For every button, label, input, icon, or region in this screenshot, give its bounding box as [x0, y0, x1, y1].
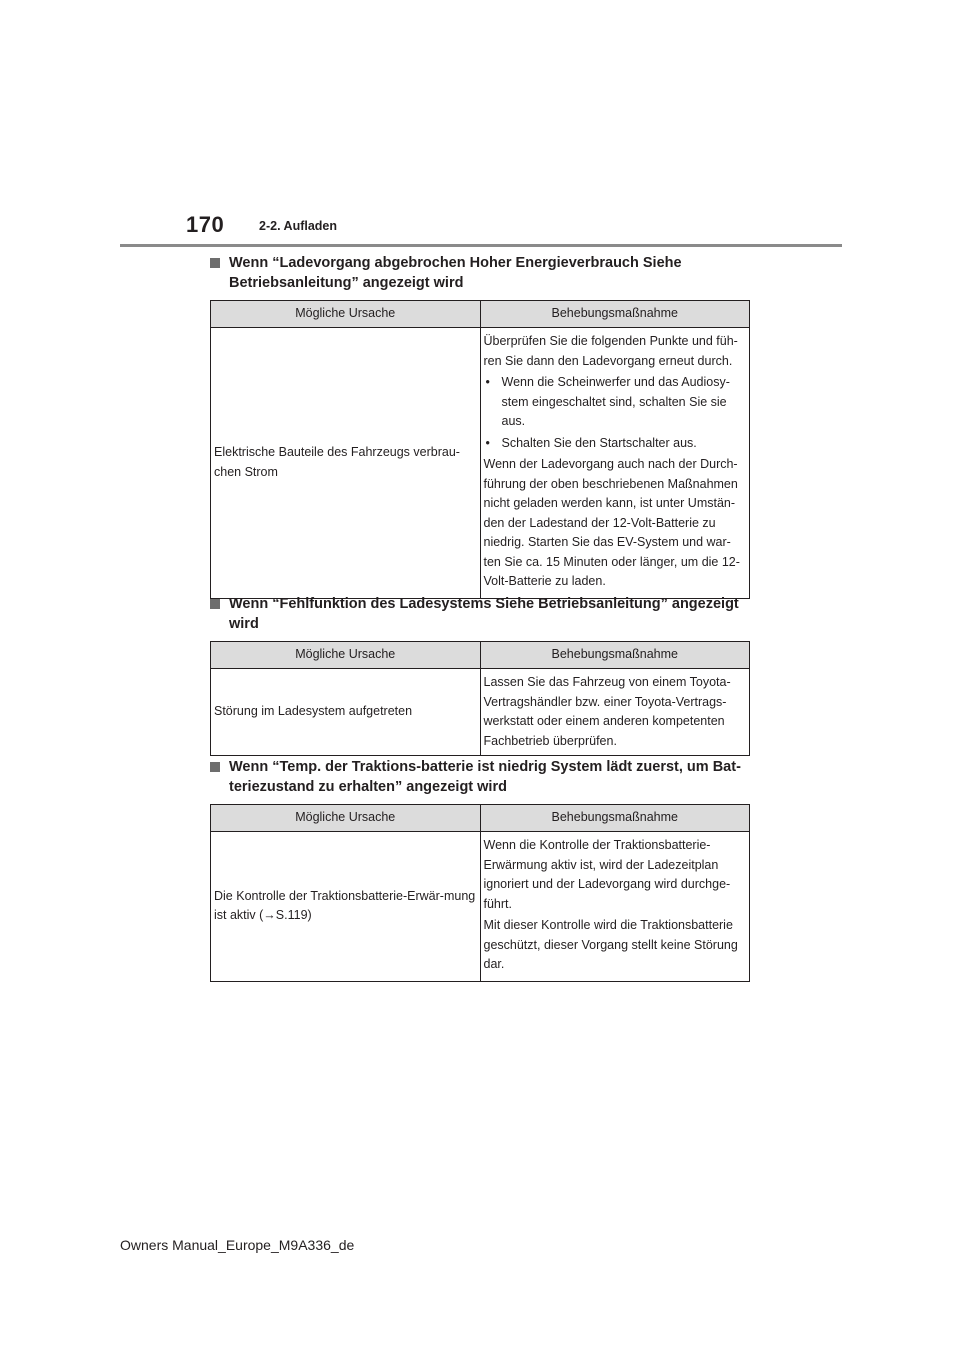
- info-table-3: [210, 804, 750, 982]
- section-heading-2: [210, 594, 750, 634]
- table-header-row: [211, 301, 750, 328]
- info-table-2: [210, 641, 750, 756]
- column-header-action: Behebungsmaßnahme: [480, 642, 750, 669]
- table-header-row: [211, 805, 750, 832]
- table-row: [211, 328, 750, 599]
- section-heading-text: Wenn “Ladevorgang abgebrochen Hoher Energieverbrauch Siehe Betriebsanleitung” angezeigt wird: [229, 255, 682, 291]
- cause-cell: Die Kontrolle der Traktionsbatterie-Erwär-mung ist aktiv (→S.119): [211, 832, 481, 982]
- list-item-text: Schalten Sie den Startschalter aus.: [501, 435, 697, 450]
- column-header-action: Behebungsmaßnahme: [480, 805, 750, 832]
- footer-document-id: Owners Manual_Europe_M9A336_de: [120, 1237, 355, 1253]
- bullet-dot-icon: •: [485, 375, 490, 389]
- action-paragraph: Mit dieser Kontrolle wird die Traktionsbatterie geschützt, dieser Vorgang stellt keine Störung dar.: [483, 918, 738, 971]
- bullet-dot-icon: •: [485, 435, 490, 450]
- action-intro: Überprüfen Sie die folgenden Punkte und füh-ren Sie dann den Ladevorgang erneut durch.: [483, 334, 738, 368]
- section-heading-text: Wenn “Temp. der Traktions-batterie ist niedrig System lädt zuerst, um Bat-teriezustand zu erhalten” angezeigt wird: [229, 759, 741, 795]
- table-header-row: [211, 642, 750, 669]
- table-row: [211, 832, 750, 982]
- cause-cell: Elektrische Bauteile des Fahrzeugs verbrau-chen Strom: [211, 328, 481, 599]
- action-cell: [480, 832, 750, 982]
- square-bullet-icon: [210, 762, 220, 772]
- square-bullet-icon: [210, 599, 220, 609]
- cause-cell: Störung im Ladesystem aufgetreten: [211, 669, 481, 756]
- column-header-action: Behebungsmaßnahme: [480, 301, 750, 328]
- section-heading-text: Wenn “Fehlfunktion des Ladesystems Siehe Betriebsanleitung” angezeigt wird: [229, 596, 739, 632]
- action-outro: Wenn der Ladevorgang auch nach der Durch-führung der oben beschriebenen Maßnahmen nicht geladen werden kann, ist unter Umstän-den der Ladestand der 12-Volt-Batterie zu niedrig. Starten Sie das EV-System und war-ten Sie ca. 15 Minuten oder länger, um die 12-Volt-Batterie zu laden.: [483, 457, 740, 588]
- action-cell: [480, 328, 750, 599]
- section-heading-3: [210, 757, 750, 797]
- list-item: [484, 373, 747, 432]
- header-divider: [120, 244, 842, 247]
- column-header-cause: Mögliche Ursache: [211, 301, 481, 328]
- list-item-text: Wenn die Scheinwerfer und das Audiosy-stem eingeschaltet sind, schalten Sie sie aus.: [501, 375, 730, 428]
- section-title: 2-2. Aufladen: [259, 219, 338, 233]
- list-item: [484, 434, 747, 454]
- action-paragraph: Wenn die Kontrolle der Traktionsbatterie-Erwärmung aktiv ist, wird der Ladezeitplan ignoriert und der Ladevorgang wird durchge-führt.: [483, 838, 731, 911]
- square-bullet-icon: [210, 258, 220, 268]
- action-cell: Lassen Sie das Fahrzeug von einem Toyota-Vertragshändler bzw. einer Toyota-Vertrags-werkstatt oder einem anderen kompetenten Fachbetrieb überprüfen.: [480, 669, 750, 756]
- table-row: [211, 669, 750, 756]
- section-heading-1: [210, 253, 750, 293]
- page-number: 170: [186, 212, 225, 237]
- info-table-1: [210, 300, 750, 599]
- column-header-cause: Mögliche Ursache: [211, 805, 481, 832]
- column-header-cause: Mögliche Ursache: [211, 642, 481, 669]
